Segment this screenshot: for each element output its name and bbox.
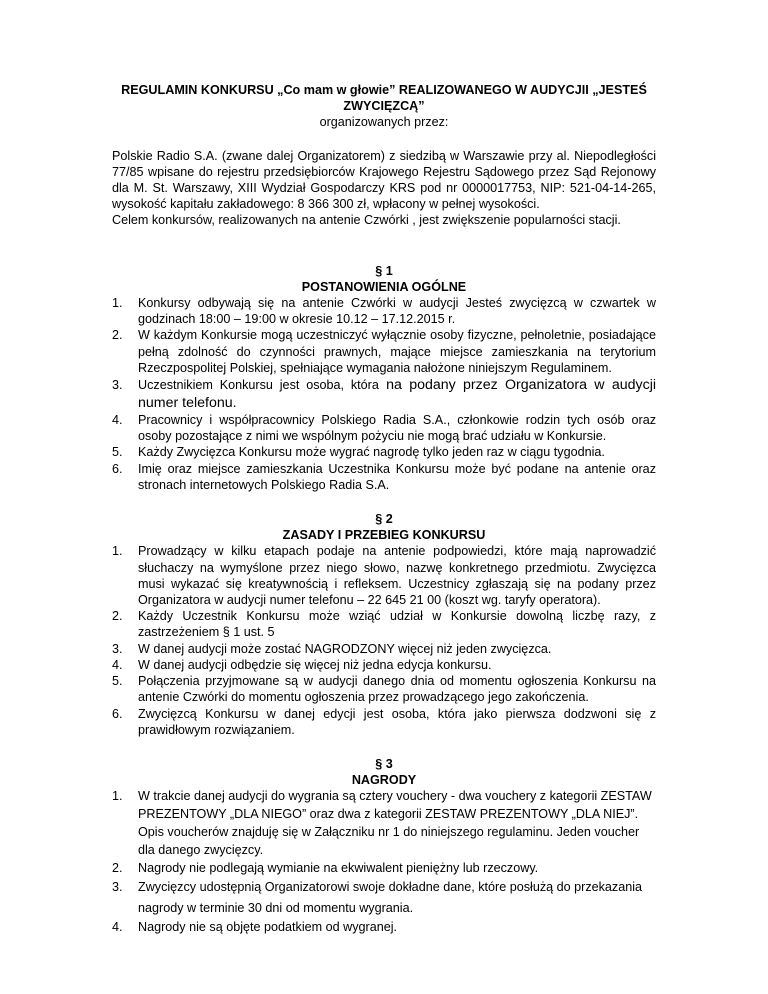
section-3 <box>112 756 656 937</box>
list-item: 4. Pracownicy i współpracownicy Polskiego Radia S.A., członkowie rodzin tych osób oraz osoby pozostające z nimi we wspólnym pożyciu nie mogą brać udziału w Konkursie. <box>112 413 656 444</box>
list-item: 6. Zwycięzcą Konkursu w danej edycji jest osoba, która jako pierwsza dodzwoni się z prawidłowym rozwiązaniem. <box>112 706 656 737</box>
document-subtitle: organizowanych przez: <box>319 115 449 130</box>
section-list <box>112 543 656 737</box>
intro-paragraph: Polskie Radio S.A. (zwane dalej Organizatorem) z siedzibą w Warszawie przy al. Niepodległości 77/85 wpisane do rejestru przedsiębiorców Krajowego Rejestru Sądowego przez Sąd Rejonowy dla M. St. Warszawy, XIII Wydział Gospodarczy KRS pod nr 0000017753, NIP: 521-04-14-265, wysokość kapitału zakładowego: 8 366 300 zł, wpłacony w pełnej wysokości. <box>112 148 656 212</box>
list-item: 3. W danej audycji może zostać NAGRODZONY więcej niż jeden zwycięzca. <box>112 641 552 656</box>
section-number: § 3 <box>375 756 393 771</box>
section-heading: POSTANOWIENIA OGÓLNE <box>301 279 467 294</box>
intro-block <box>112 148 656 229</box>
section-number: § 1 <box>375 263 393 278</box>
list-item: 6. Imię oraz miejsce zamieszkania Uczestnika Konkursu może być podane na antenie oraz stronach internetowych Polskiego Radia S.A. <box>112 461 656 492</box>
section-number: § 2 <box>375 512 393 527</box>
section-1 <box>112 263 656 493</box>
section-list <box>112 788 656 937</box>
list-item: 1. Konkursy odbywają się na antenie Czwórki w audycji Jesteś zwycięzcą w czwartek w godzinach 18:00 – 19:00 w okresie 10.12 – 17.12.2015 r. <box>112 296 656 327</box>
list-item: 2. Każdy Uczestnik Konkursu może wziąć udział w Konkursie dowolną liczbę razy, z zastrzeżeniem § 1 ust. 5 <box>112 609 656 640</box>
section-heading: ZASADY I PRZEBIEG KONKURSU <box>282 528 486 543</box>
list-item: 1. W trakcie danej audycji do wygrania są cztery vouchery - dwa vouchery z kategorii ZESTAW PREZENTOWY „DLA NIEGO” oraz dwa z kategorii ZESTAW PREZENTOWY „DLA NIEJ”. Opis voucherów znajduję się w Załączniku nr 1 do niniejszego regulaminu. Jeden voucher dla danego zwycięzcy. <box>112 789 652 857</box>
list-item: 5. Każdy Zwycięzca Konkursu może wygrać nagrodę tylko jeden raz w ciągu tygodnia. <box>112 445 605 460</box>
section-heading: NAGRODY <box>351 773 417 788</box>
document-title: REGULAMIN KONKURSU „Co mam w głowie” REALIZOWANEGO W AUDYCJII „JESTEŚ ZWYCIĘZCĄ” <box>121 83 647 114</box>
list-item: 3. Uczestnikiem Konkursu jest osoba, która na podany przez Organizatora w audycji numer telefonu. <box>112 377 656 412</box>
list-item: 4. Nagrody nie są objęte podatkiem od wygranej. <box>112 920 398 935</box>
list-item: 5. Połączenia przyjmowane są w audycji danego dnia od momentu ogłoszenia Konkursu na antenie Czwórki do momentu ogłoszenia przez prowadzącego jego zakończenia. <box>112 674 656 705</box>
list-item: 4. W danej audycji odbędzie się więcej niż jedna edycja konkursu. <box>112 657 492 672</box>
list-item: 2. W każdym Konkursie mogą uczestniczyć wyłącznie osoby fizyczne, pełnoletnie, posiadające pełną zdolność do czynności prawnych, mające miejsce zamieszkania na terytorium Rzeczpospolitej Polskiej, spełniające wymagania nałożone niniejszym Regulaminem. <box>112 328 656 375</box>
intro-paragraph: Celem konkursów, realizowanych na antenie Czwórki , jest zwiększenie popularności stacji. <box>112 213 621 228</box>
section-list <box>112 295 656 493</box>
list-item: 1. Prowadzący w kilku etapach podaje na antenie podpowiedzi, które mają naprowadzić słuchaczy na wymyślone przez niego słowo, nazwę konkretnego przedmiotu. Zwycięzca musi wykazać się kreatywnością i refleksem. Uczestnicy zgłaszają się na podany przez Organizatora w audycji numer telefonu – 22 645 21 00 (koszt wg. taryfy operatora). <box>112 544 656 608</box>
list-item: 3. Zwycięzcy udostępnią Organizatorowi swoje dokładne dane, które posłużą do przekazania nagrody w terminie 30 dni od momentu wygrania. <box>112 880 643 916</box>
section-2 <box>112 511 656 738</box>
list-item: 2. Nagrody nie podlegają wymianie na ekwiwalent pieniężny lub rzeczowy. <box>112 860 539 875</box>
